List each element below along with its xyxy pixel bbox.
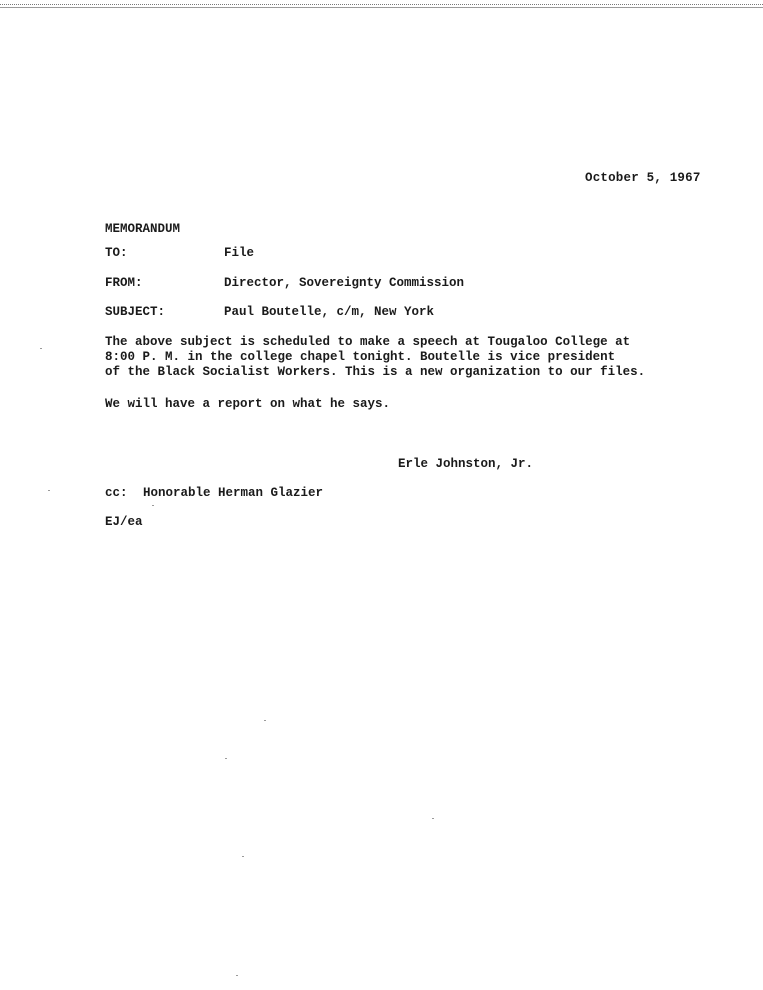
from-row — [105, 276, 464, 290]
to-label: TO: — [105, 246, 128, 260]
cc-value: Honorable Herman Glazier — [143, 486, 324, 500]
cc-label: cc: — [105, 486, 128, 500]
subject-label: SUBJECT: — [105, 305, 166, 319]
scan-speck — [264, 720, 266, 721]
scan-speck — [40, 348, 42, 349]
subject-row — [105, 305, 434, 319]
scan-speck — [48, 490, 50, 491]
body-paragraph-2: We will have a report on what he says. — [105, 397, 391, 411]
scan-speck — [432, 818, 434, 819]
page-top-edge — [0, 4, 763, 8]
cc-row — [105, 486, 323, 500]
scan-speck — [225, 758, 227, 759]
to-row — [105, 246, 254, 260]
body-line: 8:00 P. M. in the college chapel tonight. Boutelle is vice president — [105, 350, 616, 364]
from-value: Director, Sovereignty Commission — [224, 276, 465, 290]
body-line: of the Black Socialist Workers. This is a new organization to our files. — [105, 365, 646, 379]
to-value: File — [224, 246, 255, 260]
signature: Erle Johnston, Jr. — [398, 457, 534, 471]
from-label: FROM: — [105, 276, 143, 290]
body-line: The above subject is scheduled to make a speech at Tougaloo College at — [105, 335, 631, 349]
memo-date: October 5, 1967 — [585, 171, 701, 185]
scan-speck — [152, 505, 154, 506]
scan-speck — [236, 975, 238, 976]
subject-value: Paul Boutelle, c/m, New York — [224, 305, 435, 319]
typist-initials: EJ/ea — [105, 515, 143, 529]
body-paragraph-1 — [105, 335, 665, 380]
scan-speck — [242, 856, 244, 857]
memo-heading: MEMORANDUM — [105, 222, 181, 236]
